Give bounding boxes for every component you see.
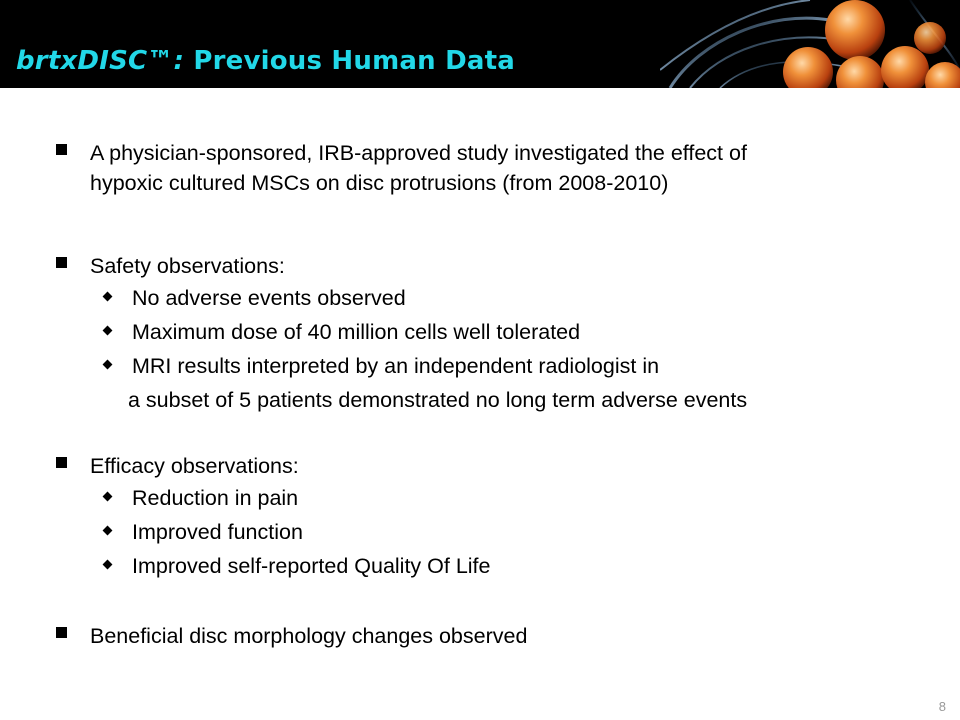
bullet-text: Efficacy observations:: [90, 454, 299, 478]
cell-cluster-image: [660, 0, 960, 88]
bullet-text: Beneficial disc morphology changes observed: [90, 624, 528, 648]
diamond-bullet-icon: [103, 526, 113, 536]
sub-bullet: [56, 515, 936, 549]
title-brand: brtxDISC™:: [16, 46, 185, 76]
diamond-bullet-icon: [103, 360, 113, 370]
bullet-study: [56, 138, 936, 198]
sub-bullet-continuation: a subset of 5 patients demonstrated no long term adverse events: [128, 388, 748, 412]
slide-title: [16, 46, 515, 76]
bullet-text: A physician-sponsored, IRB-approved study investigated the effect of: [90, 141, 747, 165]
sub-bullet-text: Improved function: [132, 520, 303, 544]
sub-bullet: [56, 481, 936, 515]
diamond-bullet-icon: [103, 292, 113, 302]
sub-bullet-text: Maximum dose of 40 million cells well tolerated: [132, 320, 581, 344]
square-bullet-icon: [56, 457, 67, 468]
header-bar: [0, 0, 960, 88]
bullet-efficacy: [56, 451, 936, 481]
diamond-bullet-icon: [103, 492, 113, 502]
diamond-bullet-icon: [103, 326, 113, 336]
sub-bullet-text: Improved self-reported Quality Of Life: [132, 554, 491, 578]
sub-bullet: [56, 281, 936, 315]
sub-bullet-text: Reduction in pain: [132, 486, 299, 510]
square-bullet-icon: [56, 627, 67, 638]
bullet-text: hypoxic cultured MSCs on disc protrusions (from 2008-2010): [90, 171, 669, 195]
bullet-safety: [56, 251, 936, 281]
square-bullet-icon: [56, 144, 67, 155]
sub-bullet-text: MRI results interpreted by an independent radiologist in: [132, 354, 660, 378]
title-text: Previous Human Data: [193, 46, 515, 76]
sub-bullet: [56, 549, 936, 583]
page-number: 8: [938, 699, 946, 714]
bullet-text: Safety observations:: [90, 254, 285, 278]
sub-bullet-text: No adverse events observed: [132, 286, 406, 310]
bullet-morphology: [56, 621, 936, 651]
bullet-list: [56, 138, 936, 651]
sub-bullet: [56, 349, 936, 383]
diamond-bullet-icon: [103, 560, 113, 570]
sub-bullet: [56, 315, 936, 349]
square-bullet-icon: [56, 257, 67, 268]
